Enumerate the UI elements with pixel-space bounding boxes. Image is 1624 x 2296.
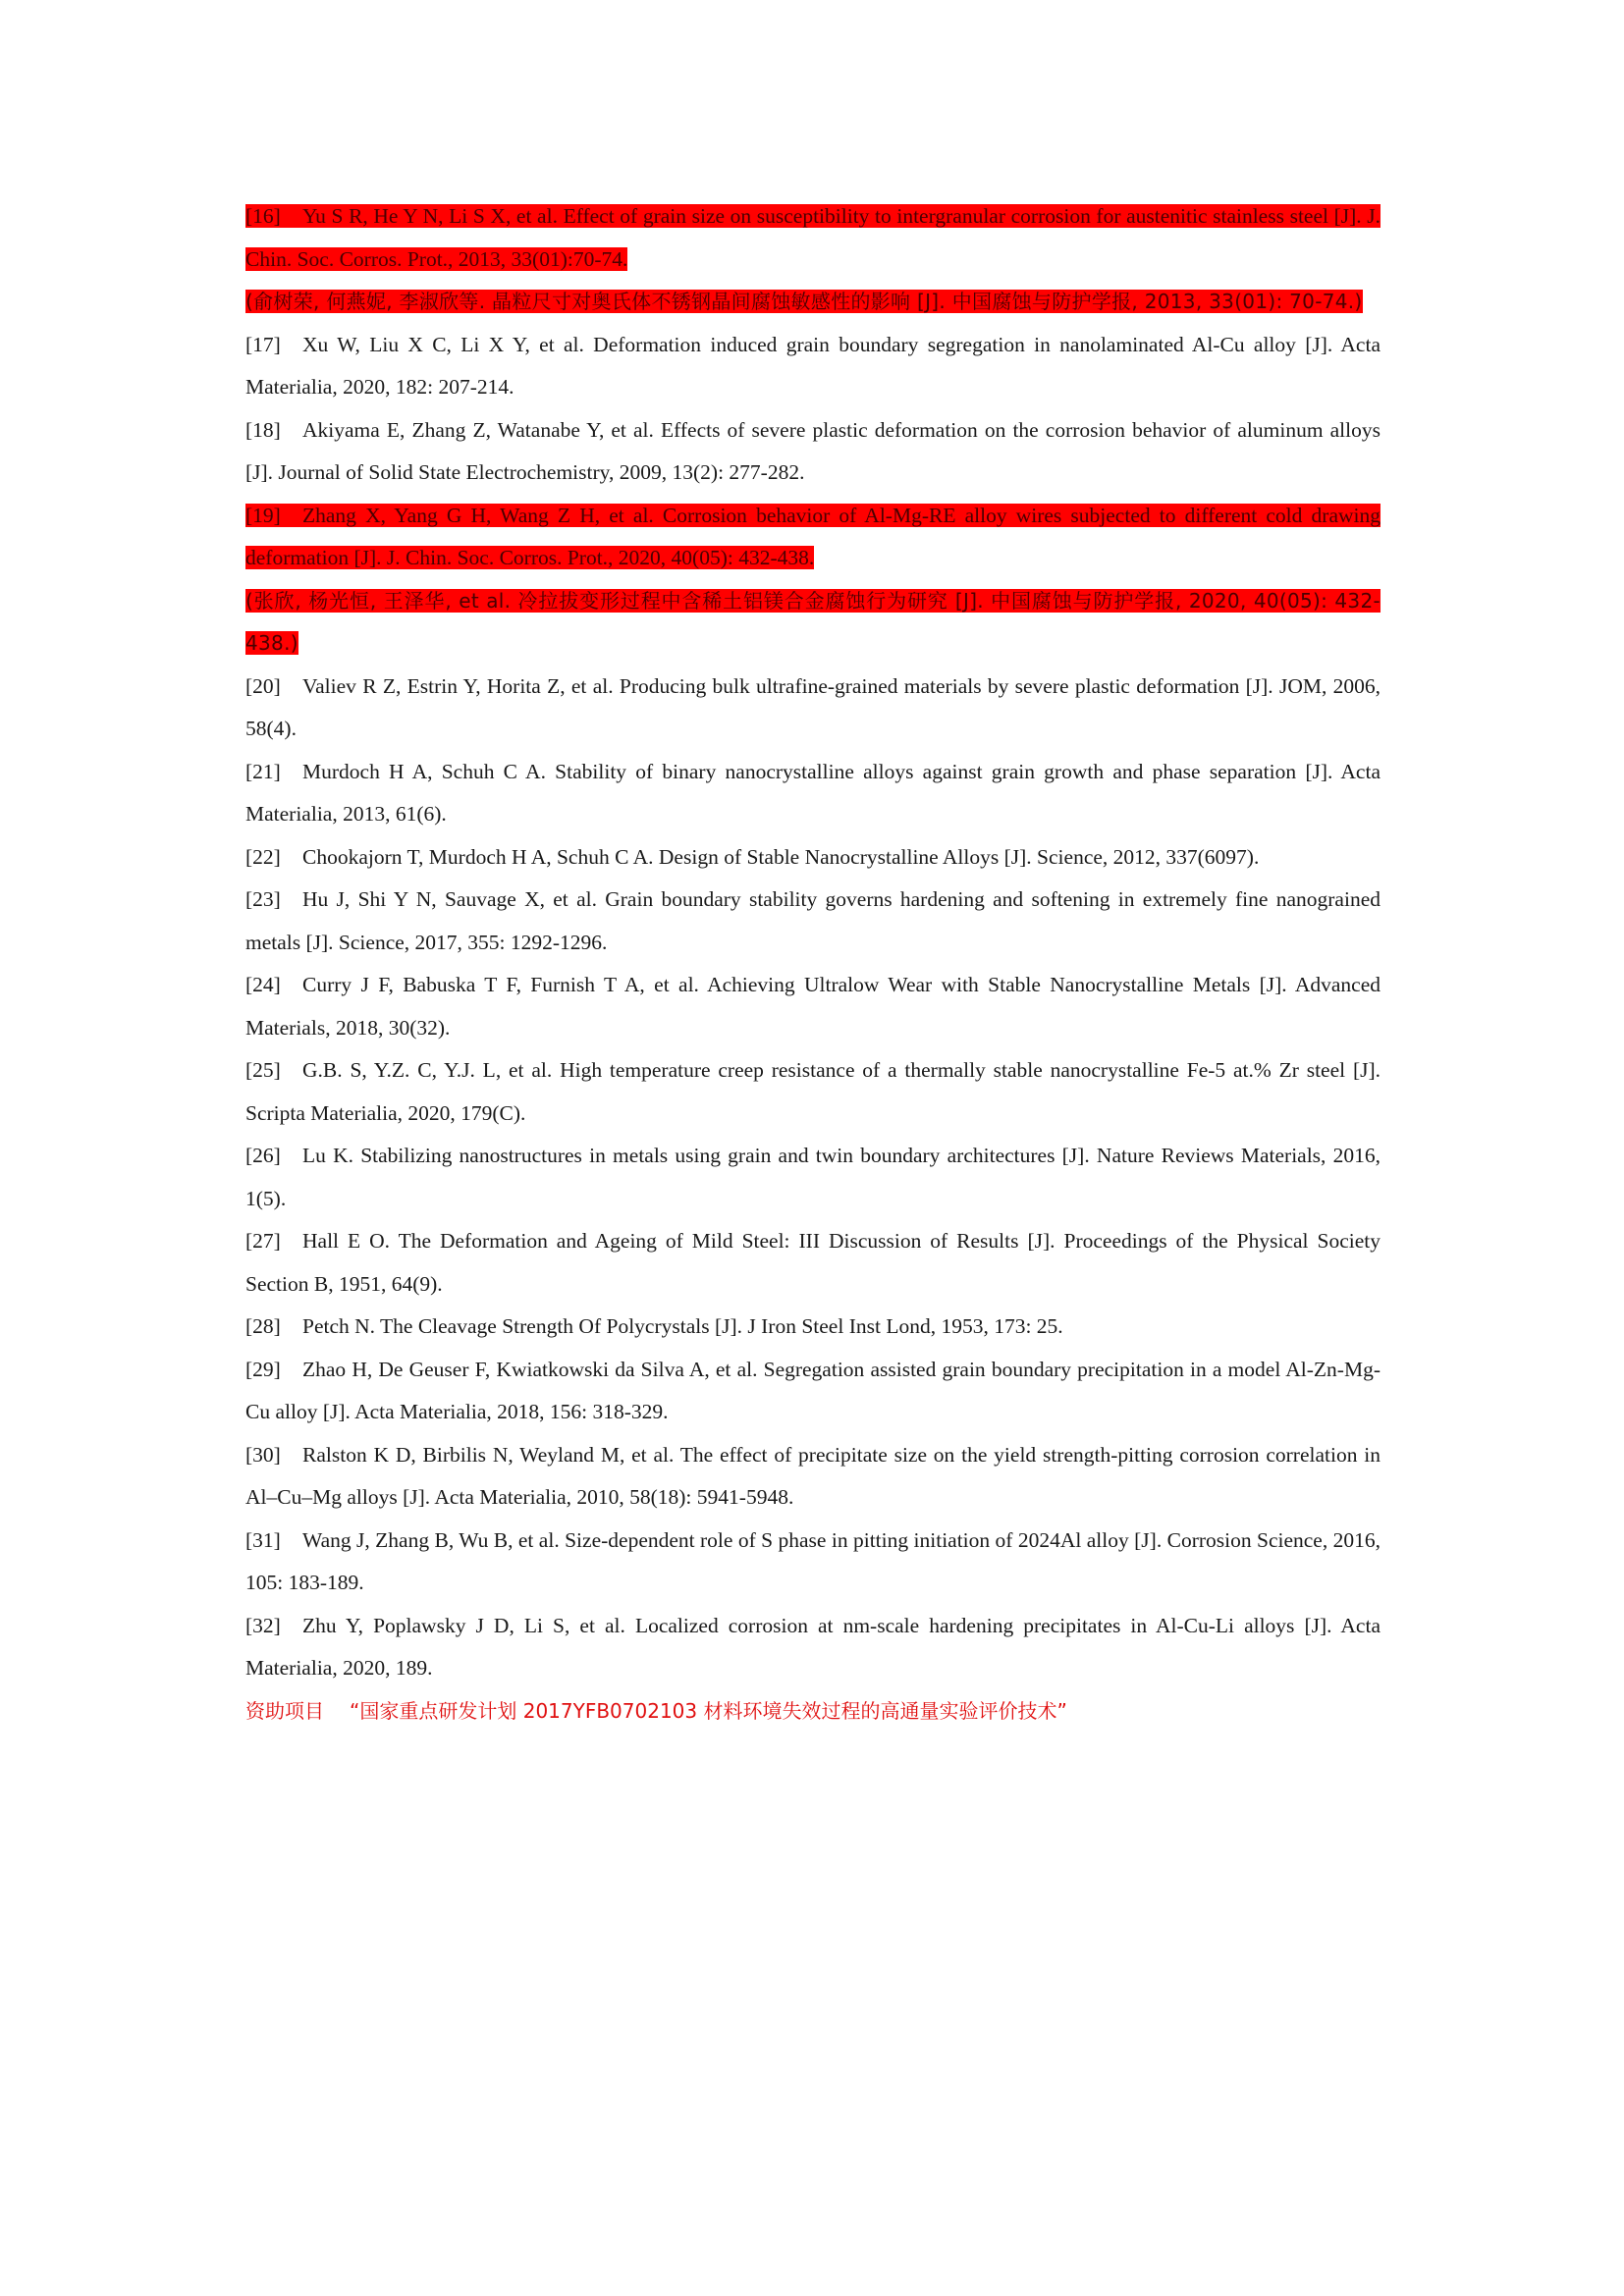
reference-27 xyxy=(245,1220,1380,1306)
reference-21 xyxy=(245,751,1380,836)
reference-text: Curry J F, Babuska T F, Furnish T A, et al. Achieving Ultralow Wear with Stable Nanocrystalline Metals [J]. Advanced Materials, 2018, 30(32). xyxy=(245,973,1380,1040)
reference-24 xyxy=(245,964,1380,1049)
reference-23 xyxy=(245,879,1380,964)
reference-29 xyxy=(245,1349,1380,1434)
reference-20 xyxy=(245,666,1380,751)
reference-16-chinese xyxy=(245,281,1380,324)
reference-number: [24] xyxy=(245,973,281,996)
reference-text: Chookajorn T, Murdoch H A, Schuh C A. Design of Stable Nanocrystalline Alloys [J]. Science, 2012, 337(6097). xyxy=(302,844,1260,869)
reference-number: [19] xyxy=(245,503,281,527)
reference-text: Zhang X, Yang G H, Wang Z H, et al. Corrosion behavior of Al-Mg-RE alloy wires subjected to different cold drawing deformation [J]. J. Chin. Soc. Corros. Prot., 2020, 40(05): 432-438. xyxy=(245,503,1380,569)
reference-number: [25] xyxy=(245,1058,281,1082)
reference-19 xyxy=(245,495,1380,580)
reference-number: [32] xyxy=(245,1613,281,1637)
reference-text-chinese: (张欣, 杨光恒, 王泽华, et al. 冷拉拔变形过程中含稀土铝镁合金腐蚀行为研究 [J]. 中国腐蚀与防护学报, 2020, 40(05): 432-438.) xyxy=(245,588,1380,655)
reference-25 xyxy=(245,1049,1380,1135)
reference-number: [26] xyxy=(245,1144,281,1167)
reference-number: [18] xyxy=(245,417,281,442)
funding-statement xyxy=(245,1690,1380,1734)
reference-list xyxy=(245,195,1380,1733)
reference-number: [29] xyxy=(245,1357,281,1381)
reference-text: Yu S R, He Y N, Li S X, et al. Effect of grain size on susceptibility to intergranular corrosion for austenitic stainless steel [J]. J. Chin. Soc. Corros. Prot., 2013, 33(01):70-74. xyxy=(245,204,1380,271)
reference-text: Akiyama E, Zhang Z, Watanabe Y, et al. Effects of severe plastic deformation on the corrosion behavior of aluminum alloys [J]. Journal of Solid State Electrochemistry, 2009, 13(2): 277-282. xyxy=(245,417,1380,484)
reference-number: [22] xyxy=(245,844,281,869)
reference-number: [27] xyxy=(245,1229,281,1253)
reference-text: G.B. S, Y.Z. C, Y.J. L, et al. High temperature creep resistance of a thermally stable nanocrystalline Fe-5 at.% Zr steel [J]. Scripta Materialia, 2020, 179(C). xyxy=(245,1058,1380,1125)
reference-16 xyxy=(245,195,1380,281)
reference-text: Ralston K D, Birbilis N, Weyland M, et al. The effect of precipitate size on the yield strength-pitting corrosion correlation in Al–Cu–Mg alloys [J]. Acta Materialia, 2010, 58(18): 5941-5948. xyxy=(245,1442,1380,1509)
funding-label: 资助项目 xyxy=(245,1698,324,1723)
reference-text: Murdoch H A, Schuh C A. Stability of binary nanocrystalline alloys against grain growth and phase separation [J]. Acta Materialia, 2013, 61(6). xyxy=(245,759,1380,826)
reference-17 xyxy=(245,324,1380,409)
reference-text: Xu W, Liu X C, Li X Y, et al. Deformation induced grain boundary segregation in nanolaminated Al-Cu alloy [J]. Acta Materialia, 2020, 182: 207-214. xyxy=(245,332,1380,399)
reference-text-chinese: (俞树荣, 何燕妮, 李淑欣等. 晶粒尺寸对奥氏体不锈钢晶间腐蚀敏感性的影响 [J]. 中国腐蚀与防护学报, 2013, 33(01): 70-74.) xyxy=(245,290,1363,313)
reference-19-chinese xyxy=(245,580,1380,666)
reference-number: [16] xyxy=(245,204,281,228)
reference-number: [31] xyxy=(245,1527,281,1552)
highlighted-reference-text xyxy=(245,504,1380,570)
reference-number: [21] xyxy=(245,759,281,783)
reference-18 xyxy=(245,409,1380,495)
reference-22 xyxy=(245,836,1380,880)
reference-number: [23] xyxy=(245,887,281,911)
reference-text: Hall E O. The Deformation and Ageing of Mild Steel: III Discussion of Results [J]. Proceedings of the Physical Society Section B, 1951, 64(9). xyxy=(245,1229,1380,1296)
reference-text: Hu J, Shi Y N, Sauvage X, et al. Grain boundary stability governs hardening and softening in extremely fine nanograined metals [J]. Science, 2017, 355: 1292-1296. xyxy=(245,887,1380,954)
reference-text: Valiev R Z, Estrin Y, Horita Z, et al. Producing bulk ultrafine-grained materials by severe plastic deformation [J]. JOM, 2006, 58(4). xyxy=(245,673,1380,740)
reference-text: Petch N. The Cleavage Strength Of Polycrystals [J]. J Iron Steel Inst Lond, 1953, 173: 25. xyxy=(302,1314,1063,1338)
reference-28 xyxy=(245,1306,1380,1349)
reference-30 xyxy=(245,1434,1380,1520)
reference-number: [28] xyxy=(245,1314,281,1338)
reference-text: Wang J, Zhang B, Wu B, et al. Size-dependent role of S phase in pitting initiation of 2024Al alloy [J]. Corrosion Science, 2016, 105: 183-189. xyxy=(245,1527,1380,1594)
reference-text: Zhao H, De Geuser F, Kwiatkowski da Silva A, et al. Segregation assisted grain boundary precipitation in a model Al-Zn-Mg-Cu alloy [J]. Acta Materialia, 2018, 156: 318-329. xyxy=(245,1357,1380,1423)
reference-text: Zhu Y, Poplawsky J D, Li S, et al. Localized corrosion at nm-scale hardening precipitates in Al-Cu-Li alloys [J]. Acta Materialia, 2020, 189. xyxy=(245,1613,1380,1680)
reference-number: [20] xyxy=(245,673,281,698)
reference-text: Lu K. Stabilizing nanostructures in metals using grain and twin boundary architectures [J]. Nature Reviews Materials, 2016, 1(5). xyxy=(245,1144,1380,1210)
reference-26 xyxy=(245,1135,1380,1220)
highlighted-reference-text xyxy=(245,204,1380,271)
reference-32 xyxy=(245,1605,1380,1690)
reference-31 xyxy=(245,1520,1380,1605)
reference-number: [30] xyxy=(245,1442,281,1467)
funding-project: “国家重点研发计划 2017YFB0702103 材料环境失效过程的高通量实验评价技术” xyxy=(350,1698,1067,1723)
reference-number: [17] xyxy=(245,332,281,356)
